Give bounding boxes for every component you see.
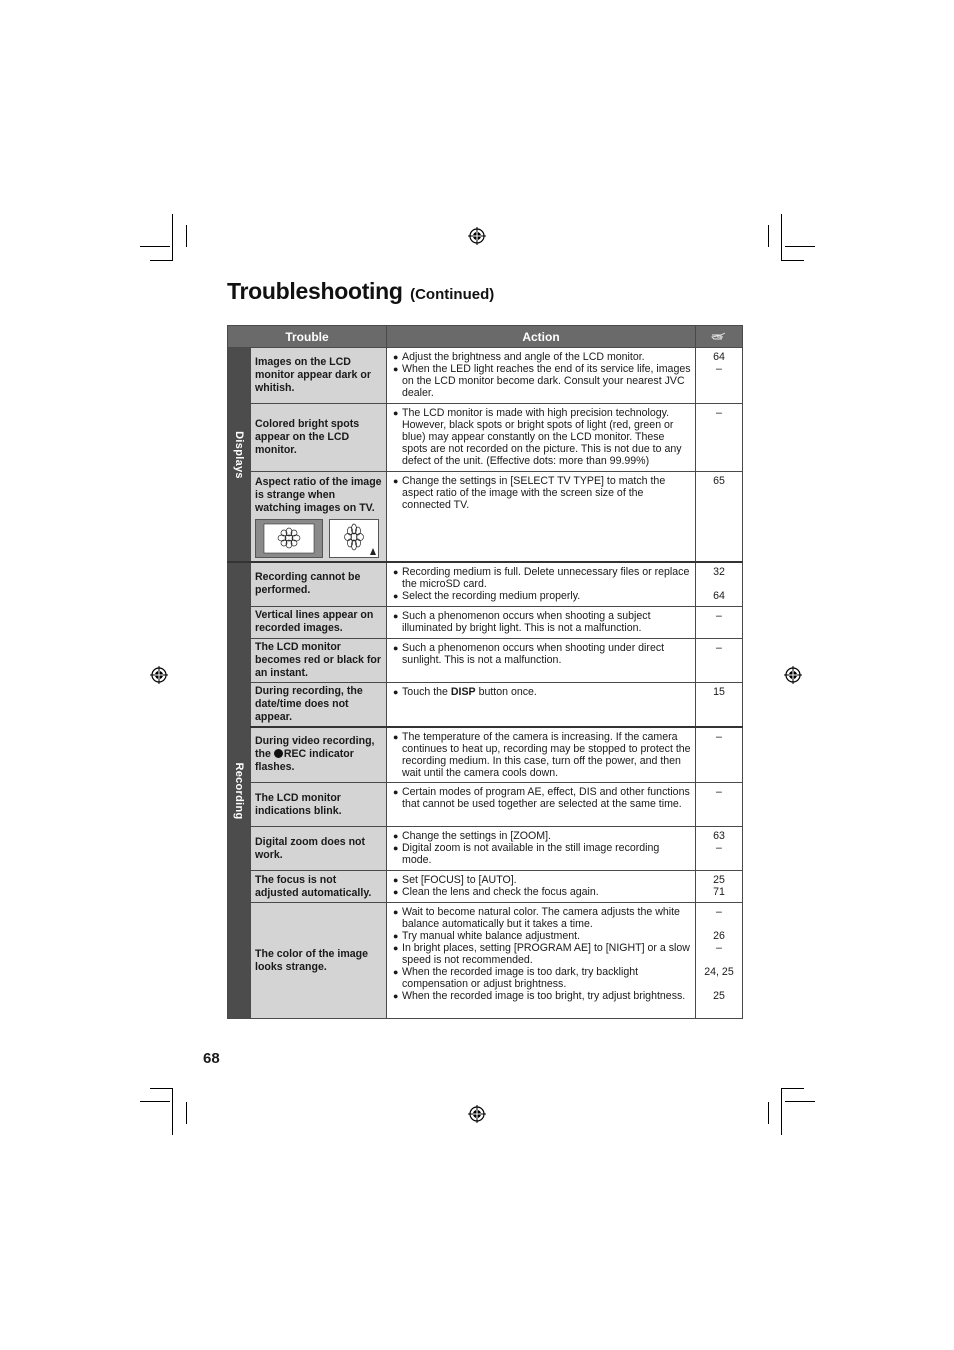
ref-page bbox=[698, 578, 740, 590]
action-item: Set [FOCUS] to [AUTO]. bbox=[402, 874, 517, 886]
ref-page bbox=[698, 978, 740, 990]
ref-page: 26 bbox=[713, 930, 725, 942]
group-displays bbox=[228, 348, 251, 563]
table-row bbox=[228, 871, 743, 903]
trouble-cell: The LCD monitor becomes red or black for an instant. bbox=[251, 638, 387, 682]
disp-button-label: DISP bbox=[450, 685, 476, 698]
crop-mark bbox=[768, 225, 769, 247]
title-main: Troubleshooting bbox=[227, 278, 403, 304]
group-label-displays: Displays bbox=[233, 430, 245, 479]
action-item: Adjust the brightness and angle of the LCD monitor. bbox=[402, 351, 645, 363]
table-row bbox=[228, 682, 743, 727]
ref-cell bbox=[696, 783, 743, 827]
action-cell: ● Set [FOCUS] to [AUTO]. ● Clean the lens and check the focus again. bbox=[387, 871, 696, 903]
crop-mark bbox=[140, 1101, 170, 1102]
ref-cell bbox=[696, 562, 743, 606]
ref-page: – bbox=[716, 906, 722, 918]
action-item: When the recorded image is too bright, try adjust brightness. bbox=[402, 990, 686, 1002]
crop-mark bbox=[150, 260, 173, 261]
action-item: When the recorded image is too dark, try backlight compensation or adjust brightness. bbox=[402, 966, 639, 990]
action-item: Try manual white balance adjustment. bbox=[402, 930, 581, 942]
aspect-ratio-illustrations bbox=[255, 519, 382, 559]
ref-page: 64 bbox=[713, 351, 725, 363]
action-item: Change the settings in [SELECT TV TYPE] to match the aspect ratio of the image with the screen size of the connected TV. bbox=[402, 475, 666, 511]
page-number: 68 bbox=[203, 1050, 220, 1067]
crop-mark bbox=[785, 246, 815, 247]
trouble-cell: Recording cannot be performed. bbox=[251, 562, 387, 606]
ref-page: – bbox=[716, 786, 722, 798]
action-item: Recording medium is full. Delete unnecessary files or replace the microSD card. bbox=[402, 566, 690, 590]
action-item: Such a phenomenon occurs when shooting a subject illuminated by bright light. This is not a malfunction. bbox=[402, 609, 651, 634]
crop-mark bbox=[781, 1088, 782, 1135]
trouble-cell: Colored bright spots appear on the LCD monitor. bbox=[251, 404, 387, 472]
ref-page: – bbox=[716, 730, 722, 743]
group-recording bbox=[228, 562, 251, 1019]
trouble-text: During video recording, the bbox=[255, 735, 375, 761]
trouble-cell: During recording, the date/time does not appear. bbox=[251, 682, 387, 727]
ref-page: – bbox=[716, 609, 722, 622]
action-item: Change the settings in [ZOOM]. bbox=[402, 830, 551, 842]
action-item: When the LED light reaches the end of its service life, images on the LCD monitor become dark. Consult your nearest JVC dealer. bbox=[402, 363, 691, 399]
crop-mark bbox=[781, 260, 804, 261]
ref-page: – bbox=[716, 407, 722, 419]
crop-mark bbox=[150, 1088, 173, 1089]
table-row bbox=[228, 638, 743, 682]
table-header-row bbox=[228, 326, 743, 348]
ref-page bbox=[698, 918, 740, 930]
rec-indicator-icon bbox=[274, 749, 283, 758]
crop-mark bbox=[172, 214, 173, 261]
action-item: Digital zoom is not available in the still image recording mode. bbox=[402, 842, 660, 866]
ref-page: 63 bbox=[713, 830, 725, 842]
table-row bbox=[228, 903, 743, 1019]
registration-mark-icon bbox=[150, 666, 168, 684]
troubleshooting-table bbox=[227, 325, 743, 1019]
action-item: Certain modes of program AE, effect, DIS and other functions that cannot be used together are selected at the same time. bbox=[402, 786, 690, 810]
registration-mark-icon bbox=[468, 1105, 486, 1123]
ref-cell bbox=[696, 903, 743, 1019]
crop-mark bbox=[785, 1101, 815, 1102]
action-item: Clean the lens and check the focus again. bbox=[402, 886, 599, 898]
action-cell: ● The LCD monitor is made with high precision technology. However, black spots or bright spots of light (red, green or blue) may appear constantly on the LCD monitor. These spots are not recorded on the picture. This is not due to any defect of the unit. (Effective dots: more than 99.99%) bbox=[387, 404, 696, 472]
action-cell: ● Adjust the brightness and angle of the LCD monitor. ● When the LED light reaches the end of its service life, images on the LCD monitor become dark. Consult your nearest JVC dealer. bbox=[387, 348, 696, 404]
crop-mark bbox=[781, 1088, 804, 1089]
crop-mark bbox=[186, 1102, 187, 1124]
crop-mark bbox=[781, 214, 782, 261]
trouble-cell: Images on the LCD monitor appear dark or whitish. bbox=[251, 348, 387, 404]
action-item: Select the recording medium properly. bbox=[402, 590, 581, 602]
tv-stretched-image-illustration bbox=[329, 519, 379, 558]
header-ref bbox=[696, 326, 743, 348]
action-cell: ● Such a phenomenon occurs when shooting a subject illuminated by bright light. This is not a malfunction. bbox=[387, 606, 696, 638]
action-item: The LCD monitor is made with high precision technology. However, black spots or bright spots of light (red, green or blue) may appear constantly on the LCD monitor. These spots are not recorded on the picture. This is not due to any defect of the unit. (Effective dots: more than 99.99%) bbox=[402, 407, 682, 467]
ref-page: 25 bbox=[713, 874, 725, 886]
ref-page: – bbox=[716, 641, 722, 654]
ref-cell bbox=[696, 827, 743, 871]
ref-cell bbox=[696, 727, 743, 783]
tv-wide-image-illustration bbox=[255, 519, 323, 558]
trouble-text: REC indicator flashes. bbox=[255, 748, 354, 774]
crop-mark bbox=[172, 1088, 173, 1135]
ref-page: 64 bbox=[713, 590, 725, 602]
crop-mark bbox=[768, 1102, 769, 1124]
action-item: The temperature of the camera is increasing. If the camera continues to heat up, recording may be stopped to protect the recording medium. In this case, turn off the power, and then wait until the camera cools down. bbox=[402, 730, 691, 779]
ref-cell bbox=[696, 348, 743, 404]
header-action: Action bbox=[387, 326, 696, 348]
table-row bbox=[228, 827, 743, 871]
ref-cell bbox=[696, 472, 743, 563]
action-cell: ● Change the settings in [ZOOM]. ● Digital zoom is not available in the still image recording mode. bbox=[387, 827, 696, 871]
action-item: Wait to become natural color. The camera adjusts the white balance automatically but it takes a time. bbox=[402, 906, 680, 930]
header-trouble: Trouble bbox=[228, 326, 387, 348]
table-row bbox=[228, 783, 743, 827]
action-text: button once. bbox=[475, 685, 537, 698]
table-row bbox=[228, 727, 743, 783]
ref-cell bbox=[696, 606, 743, 638]
table-row bbox=[228, 472, 743, 563]
ref-page bbox=[698, 954, 740, 966]
title-sub: (Continued) bbox=[410, 286, 495, 303]
action-cell: ● Such a phenomenon occurs when shooting under direct sunlight. This is not a malfunction. bbox=[387, 638, 696, 682]
action-cell: ● Recording medium is full. Delete unnecessary files or replace the microSD card. ● Select the recording medium properly. bbox=[387, 562, 696, 606]
trouble-cell: Vertical lines appear on recorded images. bbox=[251, 606, 387, 638]
ref-page: – bbox=[716, 942, 722, 954]
ref-cell bbox=[696, 404, 743, 472]
ref-page: 15 bbox=[713, 685, 725, 698]
registration-mark-icon bbox=[784, 666, 802, 684]
group-label-recording: Recording bbox=[233, 761, 245, 820]
action-cell: ● Wait to become natural color. The camera adjusts the white balance automatically but it takes a time. ● Try manual white balance adjustment. ● In bright places, setting [PROGRAM AE] to [NIGHT] or a slow speed is not recommended. ● When the recorded image is too dark, try backlight compensation or adjust brightness. ● When the recorded image is too bright, try adjust brightness. bbox=[387, 903, 696, 1019]
hand-pointer-icon bbox=[711, 332, 727, 341]
crop-mark bbox=[140, 246, 170, 247]
action-item: In bright places, setting [PROGRAM AE] to [NIGHT] or a slow speed is not recommended. bbox=[402, 942, 690, 966]
table-row bbox=[228, 348, 743, 404]
trouble-cell: Digital zoom does not work. bbox=[251, 827, 387, 871]
action-cell: ● The temperature of the camera is increasing. If the camera continues to heat up, recording may be stopped to protect the recording medium. In this case, turn off the power, and then wait until the camera cools down. bbox=[387, 727, 696, 783]
action-text: Touch the bbox=[402, 685, 451, 698]
page-title bbox=[227, 278, 494, 305]
action-cell: ● Change the settings in [SELECT TV TYPE] to match the aspect ratio of the image with the screen size of the connected TV. bbox=[387, 472, 696, 563]
action-item: Such a phenomenon occurs when shooting under direct sunlight. This is not a malfunction. bbox=[402, 641, 665, 666]
ref-page: – bbox=[716, 842, 722, 854]
table-row bbox=[228, 404, 743, 472]
table-row bbox=[228, 606, 743, 638]
action-item bbox=[402, 686, 691, 698]
ref-page: 65 bbox=[713, 475, 725, 487]
ref-cell bbox=[696, 682, 743, 727]
trouble-cell: The LCD monitor indications blink. bbox=[251, 783, 387, 827]
ref-cell bbox=[696, 638, 743, 682]
action-cell: ● Touch the DISP button once. bbox=[387, 682, 696, 727]
ref-page: 71 bbox=[713, 886, 725, 898]
trouble-cell: The color of the image looks strange. bbox=[251, 903, 387, 1019]
trouble-text: Aspect ratio of the image is strange when watching images on TV. bbox=[255, 476, 382, 514]
ref-page: 32 bbox=[713, 566, 725, 578]
table-row bbox=[228, 562, 743, 606]
ref-cell bbox=[696, 871, 743, 903]
trouble-cell bbox=[251, 472, 387, 563]
ref-page: – bbox=[716, 363, 722, 375]
crop-mark bbox=[186, 225, 187, 247]
registration-mark-icon bbox=[468, 227, 486, 245]
trouble-cell bbox=[251, 727, 387, 783]
trouble-cell: The focus is not adjusted automatically. bbox=[251, 871, 387, 903]
ref-page: 25 bbox=[713, 990, 725, 1002]
ref-page: 24, 25 bbox=[704, 966, 734, 978]
action-cell: ● Certain modes of program AE, effect, DIS and other functions that cannot be used together are selected at the same time. bbox=[387, 783, 696, 827]
